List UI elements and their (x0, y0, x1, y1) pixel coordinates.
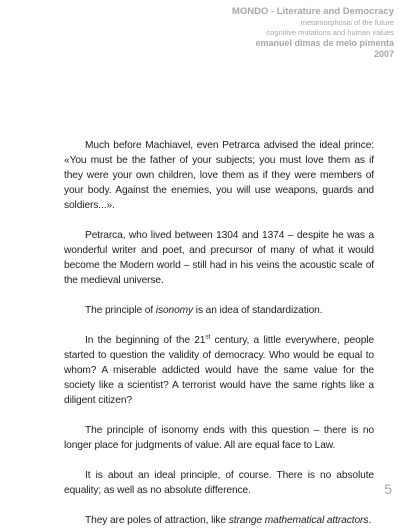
book-title: MONDO - Literature and Democracy (231, 6, 394, 17)
paragraph-3-text-start: The principle of (85, 305, 156, 316)
ordinal-superscript: st (205, 333, 211, 341)
paragraph-6: It is about an ideal principle, of course. There is no absolute equality; as well as no absolute difference. (64, 470, 374, 496)
paragraph-3-text-end: is an idea of standardization. (193, 305, 323, 316)
paragraph-4 (64, 333, 374, 408)
paragraph-7 (64, 513, 374, 528)
running-header (174, 6, 394, 60)
paragraph-4-text-end: century, a little everywhere, people started to question the validity of democracy. Who would be equal to whom? A miserable addicted would have the same value for the society like a scientist? A terrorist would have the same rights like a diligent citizen? (64, 335, 374, 406)
book-subtitle-line-2: cognitive mutations and human values (266, 28, 394, 37)
paragraph-1: Much before Machiavel, even Petrarca advised the ideal prince: «You must be the father of your subjects; you must love them as if they were your own children, love them as if they were members of your body. Against the enemies, you will use weapons, guards and soldiers...». (64, 140, 374, 211)
author-name: emanuel dimas de melo pimenta (255, 38, 394, 48)
paragraph-2: Petrarca, who lived between 1304 and 1374 – despite he was a wonderful writer and poet, and precursor of many of what it would become the Modern world – still had in his veins the acoustic scale of the medieval universe. (64, 230, 374, 286)
attractors-emphasis: strange mathematical attractors (228, 515, 369, 526)
book-subtitle-line-1: metamorphosis of the future (300, 18, 394, 27)
publication-year: 2007 (373, 49, 394, 59)
body-text (64, 138, 374, 528)
paragraph-3 (64, 303, 374, 318)
paragraph-5: The principle of isonomy ends with this question – there is no longer place for judgments of value. All are equal face to Law. (64, 425, 374, 451)
page-number: 5 (384, 481, 392, 497)
paragraph-7-text-start: They are poles of attraction, like (85, 515, 229, 526)
paragraph-4-text-start: In the beginning of the 21 (85, 335, 206, 346)
paragraph-7-text-end: . (368, 515, 372, 526)
isonomy-emphasis: isonomy (155, 305, 194, 316)
